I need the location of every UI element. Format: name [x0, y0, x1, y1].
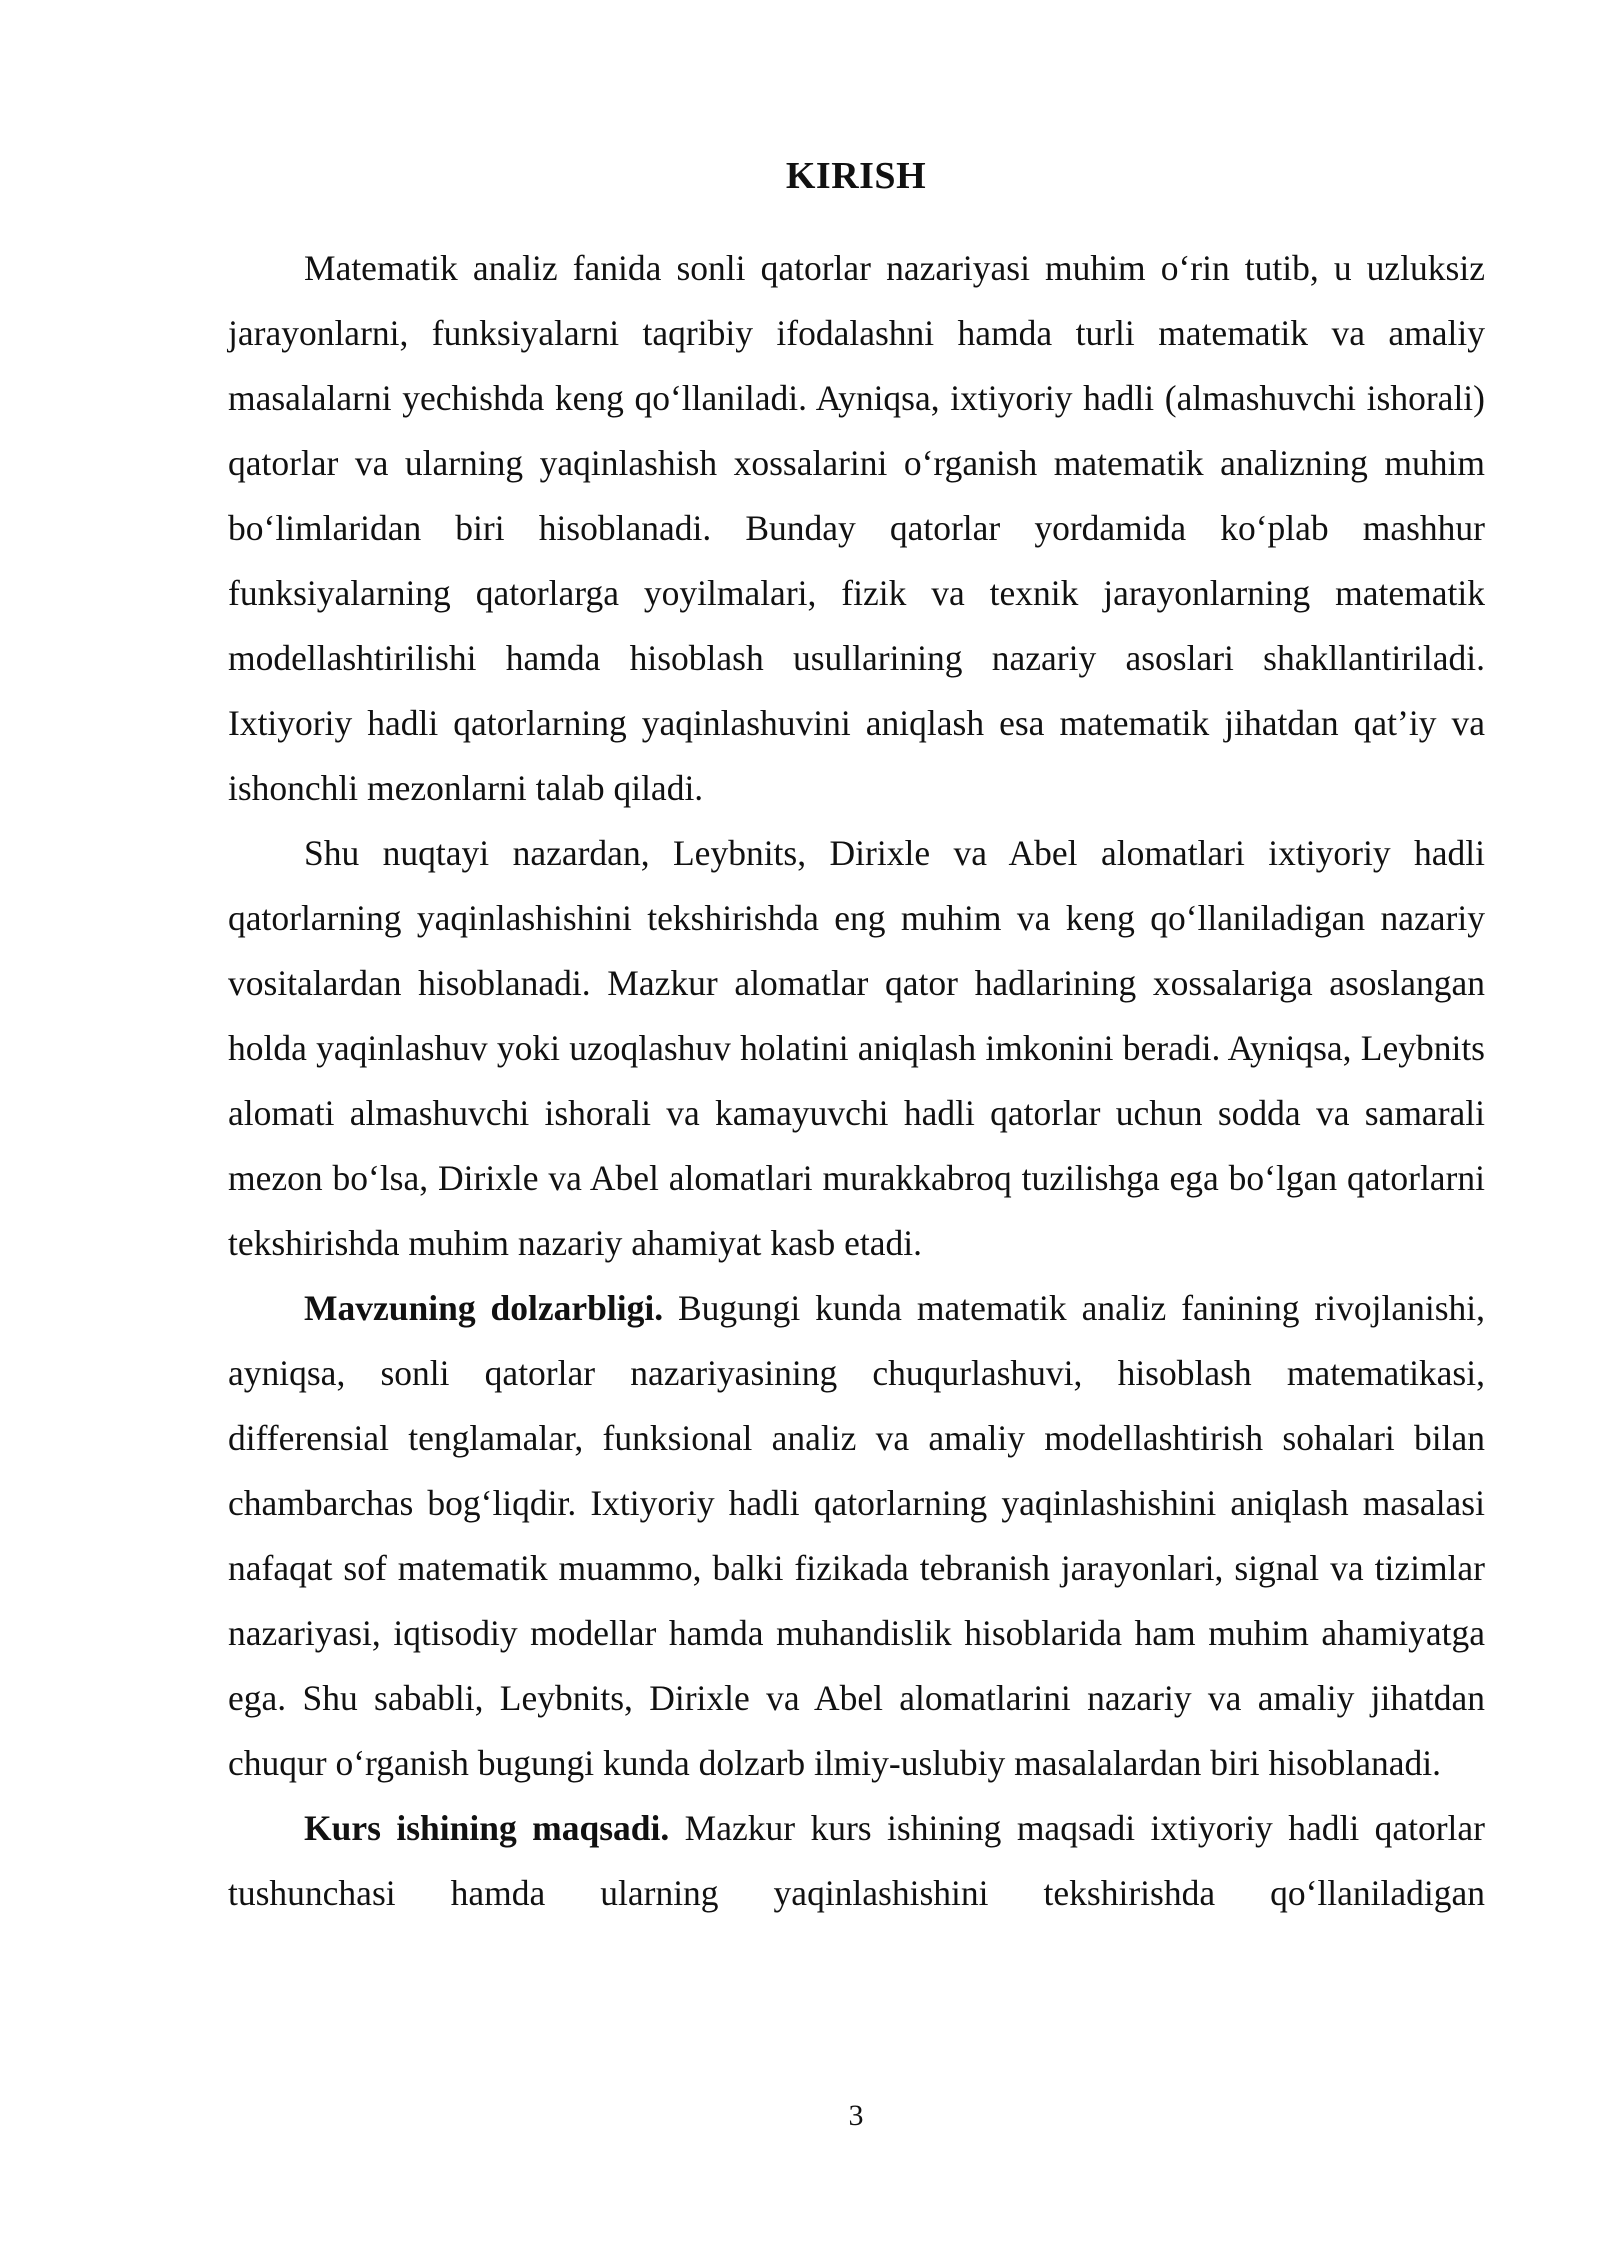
- paragraph-purpose: [228, 1796, 1485, 1926]
- paragraph-lead: Mavzuning dolzarbligi.: [304, 1288, 664, 1328]
- paragraph-relevance: [228, 1276, 1485, 1796]
- paragraph-text: Shu nuqtayi nazardan, Leybnits, Dirixle va Abel alomatlari ixtiyoriy hadli qatorlarning yaqinlashishini tekshirishda eng muhim va keng qo‘llaniladigan nazariy vositalardan hisoblanadi. Mazkur alomatlar qator hadlarining xossalariga asoslangan holda yaqinlashuv yoki uzoqlashuv holatini aniqlash imkonini beradi. Ayniqsa, Leybnits alomati almashuvchi ishorali va kamayuvchi hadli qatorlar uchun sodda va samarali mezon bo‘lsa, Dirixle va Abel alomatlari murakkabroq tuzilishga ega bo‘lgan qatorlarni tekshirishda muhim nazariy ahamiyat kasb etadi.: [228, 833, 1485, 1263]
- paragraph-intro: [228, 236, 1485, 821]
- paragraph-criteria: [228, 821, 1485, 1276]
- section-heading: KIRISH: [785, 155, 927, 197]
- body-text: [228, 236, 1485, 1926]
- paragraph-text: Matematik analiz fanida sonli qatorlar nazariyasi muhim o‘rin tutib, u uzluksiz jarayonlarni, funksiyalarni taqribiy ifodalashni hamda turli matematik va amaliy masalalarni yechishda keng qo‘llaniladi. Ayniqsa, ixtiyoriy hadli (almashuvchi ishorali) qatorlar va ularning yaqinlashish xossalarini o‘rganish matematik analizning muhim bo‘limlaridan biri hisoblanadi. Bunday qatorlar yordamida ko‘plab mashhur funksiyalarning qatorlarga yoyilmalari, fizik va texnik jarayonlarning matematik modellashtirilishi hamda hisoblash usullarining nazariy asoslari shakllantiriladi. Ixtiyoriy hadli qatorlarning yaqinlashuvini aniqlash esa matematik jihatdan qat’iy va ishonchli mezonlarni talab qiladi.: [228, 248, 1485, 808]
- paragraph-text: Bugungi kunda matematik analiz fanining rivojlanishi, ayniqsa, sonli qatorlar nazariyasining chuqurlashuvi, hisoblash matematikasi, differensial tenglamalar, funksional analiz va amaliy modellashtirish sohalari bilan chambarchas bog‘liqdir. Ixtiyoriy hadli qatorlarning yaqinlashishini aniqlash masalasi nafaqat sof matematik muammo, balki fizikada tebranish jarayonlari, signal va tizimlar nazariyasi, iqtisodiy modellar hamda muhandislik hisoblarida ham muhim ahamiyatga ega. Shu sababli, Leybnits, Dirixle va Abel alomatlarini nazariy va amaliy jihatdan chuqur o‘rganish bugungi kunda dolzarb ilmiy-uslubiy masalalardan biri hisoblanadi.: [228, 1288, 1485, 1783]
- page-number: 3: [848, 2099, 864, 2132]
- paragraph-text: Mazkur kurs ishining maqsadi ixtiyoriy hadli qatorlar tushunchasi hamda ularning yaqinlashishini tekshirishda qo‘llaniladigan: [228, 1808, 1485, 1913]
- paragraph-lead: Kurs ishining maqsadi.: [304, 1808, 670, 1848]
